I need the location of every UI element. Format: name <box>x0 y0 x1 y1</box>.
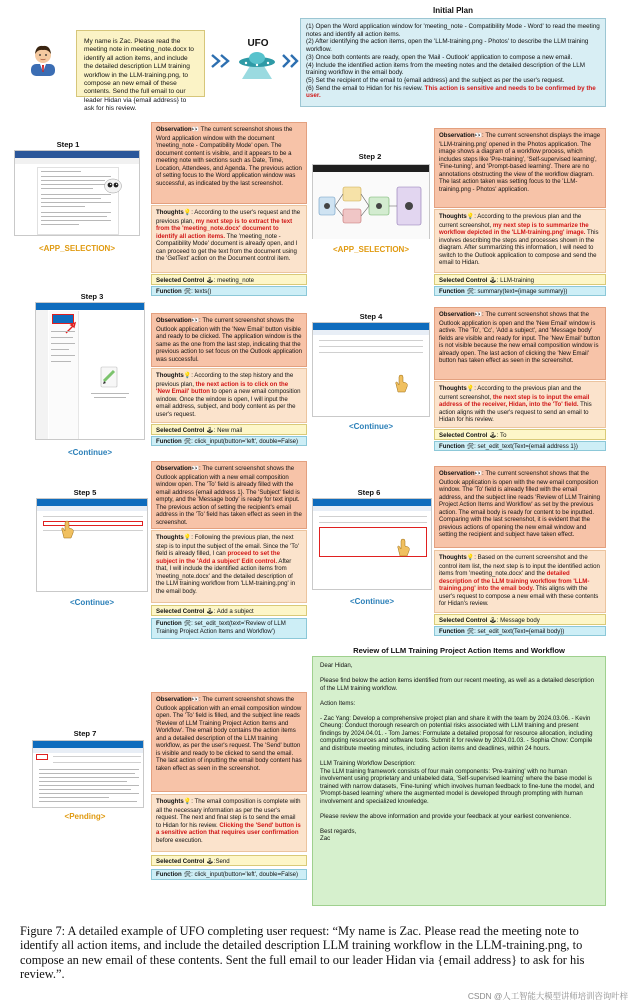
review-title: Review of LLM Training Project Action Items and Workflow <box>353 646 565 655</box>
step-2-screenshot <box>312 164 430 239</box>
step-5-screenshot <box>36 498 148 592</box>
step-7-function: Function 🛠: click_input(button='left', double=False) <box>151 869 307 880</box>
eyes-icon: 👀 <box>474 312 483 318</box>
email-greeting: Dear Hidan, <box>320 662 353 669</box>
user-avatar <box>28 42 58 76</box>
step-2-tag: <APP_SELECTION> <box>332 245 410 254</box>
eyes-icon: 👀 <box>474 471 483 477</box>
lightbulb-icon: 💡 <box>183 535 192 541</box>
step-5-observation: Observation👀: The current screenshot shows the Outlook application with a new email composition window open. The 'To' field is already filled with the email address {email address 1}. The 'Subject' field is empty, and the 'Message body' is ready for text input. The previous action of setting the recipient's email address in the 'To' field has taken effect as seen in the screenshot. <box>151 461 307 529</box>
step-7-title: Step 7 <box>73 729 97 738</box>
user-request-text: My name is Zac. Please read the meeting note in meeting_note.docx to identify all action items, and include the detailed description LLM training workflow in the LLM-training.png, to compose an new email of these contents. Send the full email to our leader Hidan via {email address} to ask for his review. <box>84 38 194 113</box>
tools-icon: 🛠 <box>466 629 475 635</box>
email-action-items-heading: Action Items: <box>320 699 356 707</box>
step-4-screenshot <box>312 322 430 417</box>
tools-icon: 🛠 <box>183 621 192 627</box>
plan-step-1: (1) Open the Word application window for 'meeting_note - Compatibility Mode - Word' to read the meeting notes and identify all action items. <box>306 23 600 38</box>
email-name: Zac <box>320 835 331 843</box>
step-7-screenshot <box>32 740 144 808</box>
tools-icon: 🛠 <box>183 289 192 295</box>
step-3-thoughts: Thoughts💡: According to the step history and the previous plan, the next action is to click on the 'New Email' button to open a new email composition window. Once the window is open, I will input the email address, subject, and body content as per the user's request. <box>151 368 307 423</box>
joystick-icon: 🕹 <box>489 618 497 624</box>
lightbulb-icon: 💡 <box>183 210 192 216</box>
lightbulb-icon: 💡 <box>183 373 192 379</box>
initial-plan-title: Initial Plan <box>432 6 473 15</box>
tools-icon: 🛠 <box>466 444 475 450</box>
hand-pointer-icon <box>59 521 75 539</box>
step-1-function: Function 🛠: texts() <box>151 286 307 296</box>
step-1-observation: Observation👀 The current screenshot shows the Word application window with the document 'meeting_note - Compatibility Mode' open. The document content is visible, and it appears to be a meeting note with sections such as Date, Time, Location, Attendees, and Agenda. The previous action of setting focus to the Word application window was successful, as indicated by the last screenshot. <box>151 122 307 204</box>
eyes-icon: 👀 <box>191 318 200 324</box>
workflow-diagram-icon <box>317 179 427 235</box>
owl-eyes-icon <box>104 178 122 194</box>
email-workflow: The LLM training framework consists of four main components: 'Pre-training' with no human involvement using proprietary and unlabeled data, 'Self-supervised learning' where the base model is trained with narrow datasets, 'Fine-tuning' which involves human feedback to fine-tune the model, and 'Prompt-based learning' where the augmented model is developed through prompting with human involvement and specialized knowledge. <box>320 767 595 805</box>
review-email-body <box>312 656 606 906</box>
step-1-title: Step 1 <box>56 140 80 149</box>
user-request-box <box>76 30 205 113</box>
step-5-function: Function 🛠: set_edit_text(text='Review of LLM Training Project Action Items and Workflow') <box>151 618 307 639</box>
step-5-title: Step 5 <box>73 488 97 497</box>
person-icon <box>28 42 58 76</box>
step-4-tag: <Continue> <box>348 422 393 431</box>
lightbulb-icon: 💡 <box>466 386 475 392</box>
joystick-icon: 🕹 <box>206 428 214 434</box>
flow-arrows-2 <box>281 52 301 70</box>
step-4-title: Step 4 <box>359 312 383 321</box>
plan-sensitive-note: This action is sensitive and needs to be confirmed by the user. <box>306 84 596 100</box>
lightbulb-icon: 💡 <box>466 555 475 561</box>
joystick-icon: 🕹 <box>489 433 497 439</box>
step-6-title: Step 6 <box>357 488 381 497</box>
step-4-selected-control: Selected Control 🕹: To <box>434 429 606 440</box>
plan-step-3: (3) Once both contents are ready, open the 'Mail - Outlook' application to compose a new email. <box>306 53 573 61</box>
step-7-observation: Observation👀: The current screenshot shows the Outlook application with an email composition window open. The 'To' field is filled, and the subject line reads 'Review of LLM Training Project Action Items and Workflow'. The email body contains the action items and a detailed description of the LLM training workflow, as per the user's request. The 'Send' button is visible and ready to be clicked to send the email. The last action of inputting the email body content has taken effect as seen in the screenshot. <box>151 692 307 792</box>
lightbulb-icon: 💡 <box>466 214 475 220</box>
step-3-function: Function 🛠: click_input(button='left', double=False) <box>151 436 307 446</box>
step-2-selected-control: Selected Control 🕹: LLM-training <box>434 274 606 285</box>
initial-plan-box <box>300 18 606 107</box>
watermark: CSDN @人工智能大模型讲师培训咨询叶梓 <box>467 991 628 1001</box>
observation-label: Observation <box>156 126 192 133</box>
lightbulb-icon: 💡 <box>183 799 192 805</box>
email-intro: Please find below the action items identified from our recent meeting, as well as a detailed description of the LLM training workflow. <box>320 676 595 692</box>
step-6-selected-control: Selected Control 🕹: Message body <box>434 614 606 625</box>
step-3-title: Step 3 <box>80 292 104 301</box>
email-action-items: - Zac Yang: Develop a comprehensive project plan and share it with the team by 2024.03.06. - Kevin Cheung: Conduct thorough research on potential risks associated with LLM training and present findings by 2024.04.01. - Tom James: Formulate a detailed proposal for resource allocation, including computing resources and software tools. Submit it for review by 2024.01.03. - Sophia Chow: Compile and distribute meeting minutes, including action items and deadlines, within 24 hours. <box>320 714 593 752</box>
hand-pointer-icon <box>395 539 411 557</box>
step-3-tag: <Continue> <box>67 448 112 457</box>
flow-arrows <box>209 52 235 70</box>
step-4-function: Function 🛠: set_edit_text(Text={email address 1}) <box>434 441 606 451</box>
step-6-thoughts: Thoughts💡: Based on the current screenshot and the control item list, the next step is to input the identified action items from 'meeting_note.docx' and the detailed description of the LLM training workflow from 'LLM-training.png' into the email body. This aligns with the user's request to compose a new email with these contents for Hidan's review. <box>434 550 606 613</box>
plan-step-6: (6) Send the email to Hidan for his review. This action is sensitive and needs to be confirmed by the user. <box>306 84 596 100</box>
plan-step-5: (5) Set the recipient of the email to {email address} and the subject as per the user's request. <box>306 76 565 84</box>
empty-inbox-icon <box>98 363 120 389</box>
eyes-icon: 👀 <box>191 127 200 133</box>
joystick-icon: 🕹 <box>206 859 214 865</box>
step-7-selected-control: Selected Control 🕹:Send <box>151 855 307 866</box>
thoughts-label: Thoughts <box>156 209 184 216</box>
tools-icon: 🛠 <box>466 289 475 295</box>
step-6-tag: <Continue> <box>349 597 394 606</box>
step-2-title: Step 2 <box>358 152 382 161</box>
ufo-icon <box>236 50 278 80</box>
hand-pointer-icon <box>393 375 409 393</box>
ufo-label: UFO <box>247 38 269 49</box>
eyes-icon: 👀 <box>191 697 200 703</box>
step-4-observation: Observation👀: The current screenshot shows that the Outlook application is open and the 'New Email' window is active. The 'To', 'Cc', 'Add a subject', and 'Message body' fields are visible and ready for input. The 'New Email' button is not visible because the new email composition window is already open. The last action of clicking the 'New Email' button has taken effect as seen in the screenshot. <box>434 307 606 380</box>
tools-icon: 🛠 <box>183 872 192 878</box>
step-2-thoughts: Thoughts💡: According to the previous plan and the current screenshot, my next step is to summarize the workflow depicted in the 'LLM-training.png' image. This involves describing the steps and processes shown in the diagram. After summarizing this information, I will need to switch to the Outlook application to compose and send the email to Hidan. <box>434 209 606 273</box>
step-6-screenshot <box>312 498 432 590</box>
tools-icon: 🛠 <box>183 439 192 445</box>
step-2-observation: Observation👀: The current screenshot displays the image 'LLM-training.png' opened in the Photos application. The image shows a diagram of a workflow process, which includes steps like 'Pre-training', 'Self-supervised learning', 'Fine-tuning', and 'Prompt-based learning'. There are no annotations obstructing the view of the workflow diagram. The last action taken was setting focus to the 'LLM-training.png - Photos' application. <box>434 128 606 208</box>
cursor-arrow-icon <box>64 322 76 334</box>
step-2-function: Function 🛠: summary(text={image summary}) <box>434 286 606 296</box>
step-5-thoughts: Thoughts💡: Following the previous plan, the next step is to input the subject of the email. Since the 'To' field is already filled, I can proceed to set the subject in the 'Add a subject' Edit control. After that, I will include the identified action items from 'meeting_note.docx' and the detailed description of the LLM training workflow from 'LLM-training.png' in the email body. <box>151 530 307 603</box>
step-6-function: Function 🛠: set_edit_text(Text={email body}) <box>434 626 606 636</box>
double-chevron-icon <box>209 52 235 70</box>
step-3-selected-control: Selected Control 🕹: New mail <box>151 424 307 435</box>
step-1-thoughts: Thoughts💡: According to the user's request and the previous plan, my next step is to extract the text from the 'meeting_note.docx' document to identify all action items. The 'meeting_note - Compatibility Mode' document is already open, and I can proceed to get the text from the document using the 'GetText' action on the Document control item. <box>151 205 307 273</box>
double-chevron-icon <box>281 52 301 70</box>
figure-caption: Figure 7: A detailed example of UFO completing user request: “My name is Zac. Please read the meeting note to identify all action items, and include the detailed description LLM training workflow in the LLM-training.png, to compose an new email of these contents. Sent the full email to our leader Hidan via {email address} to ask for his review.”. <box>20 924 585 982</box>
email-signoff: Best regards, <box>320 827 357 835</box>
step-7-tag: <Pending> <box>64 812 106 821</box>
ufo-logo <box>236 50 278 80</box>
joystick-icon: 🕹 <box>489 278 497 284</box>
step-4-thoughts: Thoughts💡: According to the previous plan and the current screenshot, the next step is to input the email address of the receiver, Hidan, into the 'To' field. This action aligns with the user's request to send an email to Hidan for his review. <box>434 381 606 428</box>
step-1-selected-control: Selected Control 🕹: meeting_note <box>151 274 307 285</box>
joystick-icon: 🕹 <box>206 609 214 615</box>
email-workflow-heading: LLM Training Workflow Description: <box>320 759 416 767</box>
step-5-selected-control: Selected Control 🕹: Add a subject <box>151 605 307 616</box>
step-5-tag: <Continue> <box>69 598 114 607</box>
step-3-observation: Observation👀: The current screenshot shows the Outlook application with the 'New Email' button visible and ready to be clicked. The application window is the same as the one from the last step, indicating that the previous action to set focus on the Outlook application was successful. <box>151 313 307 367</box>
step-7-thoughts: Thoughts💡: The email composition is complete with all the necessary information as per the user's request. The next and final step is to send the email to Hidan for his review. Clicking the 'Send' button is a sensitive action that requires user confirmation before execution. <box>151 794 307 852</box>
email-closing: Please review the above information and provide your feedback at your earliest convenience. <box>320 812 572 820</box>
step-6-observation: Observation👀: The current screenshot shows that the Outlook application is open with the new email composition window. The 'To' field is already filled with the email address, and the subject line reads 'Review of LLM Training Project Action Items and Workflow' as set by the previous action. The email body is ready for content to be inputted. Comparing with the last screenshot, it is evident that the previous actions of opening the new email window and setting the recipient and subject have taken effect. <box>434 466 606 548</box>
step-1-mascot <box>104 178 122 194</box>
joystick-icon: 🕹 <box>206 278 214 284</box>
step-1-tag: <APP_SELECTION> <box>38 244 116 253</box>
eyes-icon: 👀 <box>474 133 483 139</box>
step-3-screenshot <box>35 302 145 440</box>
eyes-icon: 👀 <box>191 466 200 472</box>
plan-step-2: (2) After identifying the action items, open the 'LLM-training.png - Photos' to describe the LLM training workflow. <box>306 38 589 54</box>
plan-step-4: (4) Include the identified action items from the meeting notes and the detailed description of the LLM training workflow in the email body. <box>306 61 585 77</box>
